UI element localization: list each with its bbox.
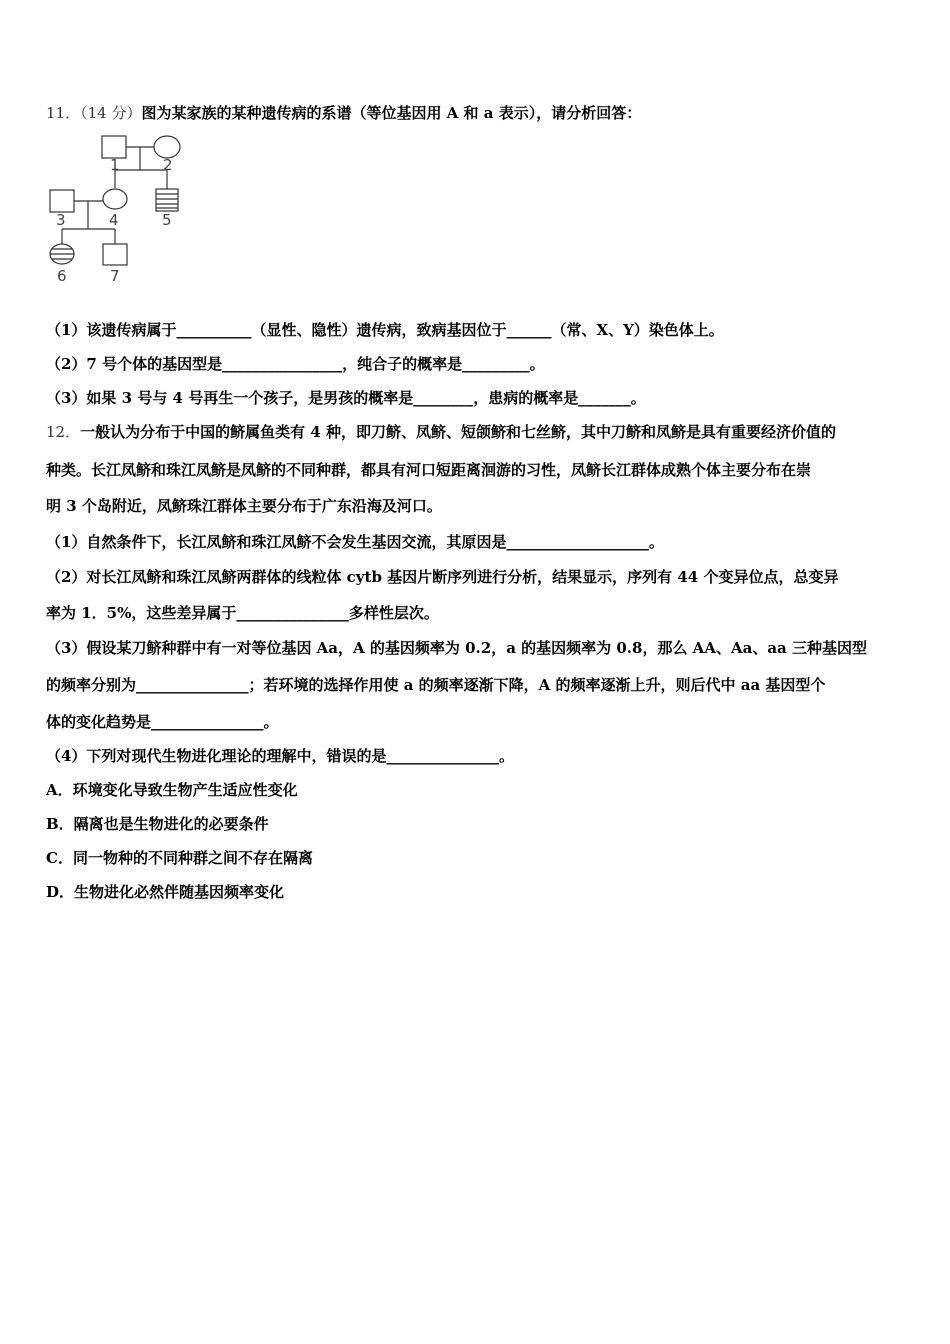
q12-option-b: B．隔离也是生物进化的必要条件: [46, 815, 269, 833]
q12-option-a: A．环境变化导致生物产生适应性变化: [46, 781, 298, 799]
q11-sub1: （1）该遗传病属于__________（显性、隐性）遗传病，致病基因位于______（常、X、Y）染色体上。: [46, 321, 724, 339]
pedigree-male-7: [103, 244, 127, 265]
pedigree-female-2: [154, 136, 180, 158]
pedigree-male-3: [50, 190, 74, 212]
q11-score: （14 分）: [80, 104, 142, 122]
q12-sub3-line-3: 体的变化趋势是_______________。: [46, 713, 279, 731]
pedigree-label-1: 1: [110, 156, 120, 174]
q11-number: 11．: [46, 104, 81, 122]
pedigree-label-3: 3: [56, 211, 66, 229]
pedigree-label-4: 4: [109, 211, 119, 229]
q12-sub4: （4）下列对现代生物进化理论的理解中，错误的是_______________。: [46, 747, 514, 765]
q12-sub3-line-1: （3）假设某刀鲚种群中有一对等位基因 Aa，A 的基因频率为 0.2，a 的基因频率为 0.8，那么 AA、Aa、aa 三种基因型: [46, 639, 867, 657]
q11-sub2: （2）7 号个体的基因型是________________，纯合子的概率是_________。: [46, 355, 545, 373]
q12-option-d: D．生物进化必然伴随基因频率变化: [46, 883, 285, 901]
pedigree-label-5: 5: [162, 211, 172, 229]
pedigree-male-1: [102, 136, 126, 158]
q12-stem-line-3: 明 3 个岛附近，凤鲚珠江群体主要分布于广东沿海及河口。: [46, 497, 442, 515]
q11-stem: 图为某家族的某种遗传病的系谱（等位基因用 A 和 a 表示），请分析回答：: [141, 104, 642, 122]
q11-sub3: （3）如果 3 号与 4 号再生一个孩子，是男孩的概率是________，患病的概率是_______。: [46, 389, 646, 407]
q11-stem-line: [46, 103, 641, 123]
pedigree-label-7: 7: [110, 267, 120, 285]
pedigree-label-2: 2: [163, 156, 173, 174]
q12-option-c: C．同一物种的不同种群之间不存在隔离: [46, 849, 313, 867]
q12-sub2-line-2: 率为 1．5%，这些差异属于_______________多样性层次。: [46, 604, 439, 622]
q12-stem-1: 一般认为分布于中国的鲚属鱼类有 4 种，即刀鲚、凤鲚、短颌鲚和七丝鲚，其中刀鲚和凤鲚是具有重要经济价值的: [80, 423, 836, 441]
q12-number: 12．: [46, 423, 81, 441]
q12-sub3-line-2: 的频率分别为_______________；若环境的选择作用使 a 的频率逐渐下降，A 的频率逐渐上升，则后代中 aa 基因型个: [46, 676, 826, 694]
q12-stem-line-2: 种类。长江凤鲚和珠江凤鲚是凤鲚的不同种群，都具有河口短距离洄游的习性，凤鲚长江群体成熟个体主要分布在崇: [46, 461, 812, 479]
pedigree-female-4: [103, 189, 127, 209]
q12-sub1: （1）自然条件下，长江凤鲚和珠江凤鲚不会发生基因交流，其原因是___________________。: [46, 533, 664, 551]
q12-sub2-line-1: （2）对长江凤鲚和珠江凤鲚两群体的线粒体 cytb 基因片断序列进行分析，结果显示，序列有 44 个变异位点，总变异: [46, 568, 839, 586]
pedigree-label-6: 6: [57, 267, 67, 285]
pedigree-chart: [40, 130, 200, 290]
q12-stem-line-1: [46, 422, 836, 442]
